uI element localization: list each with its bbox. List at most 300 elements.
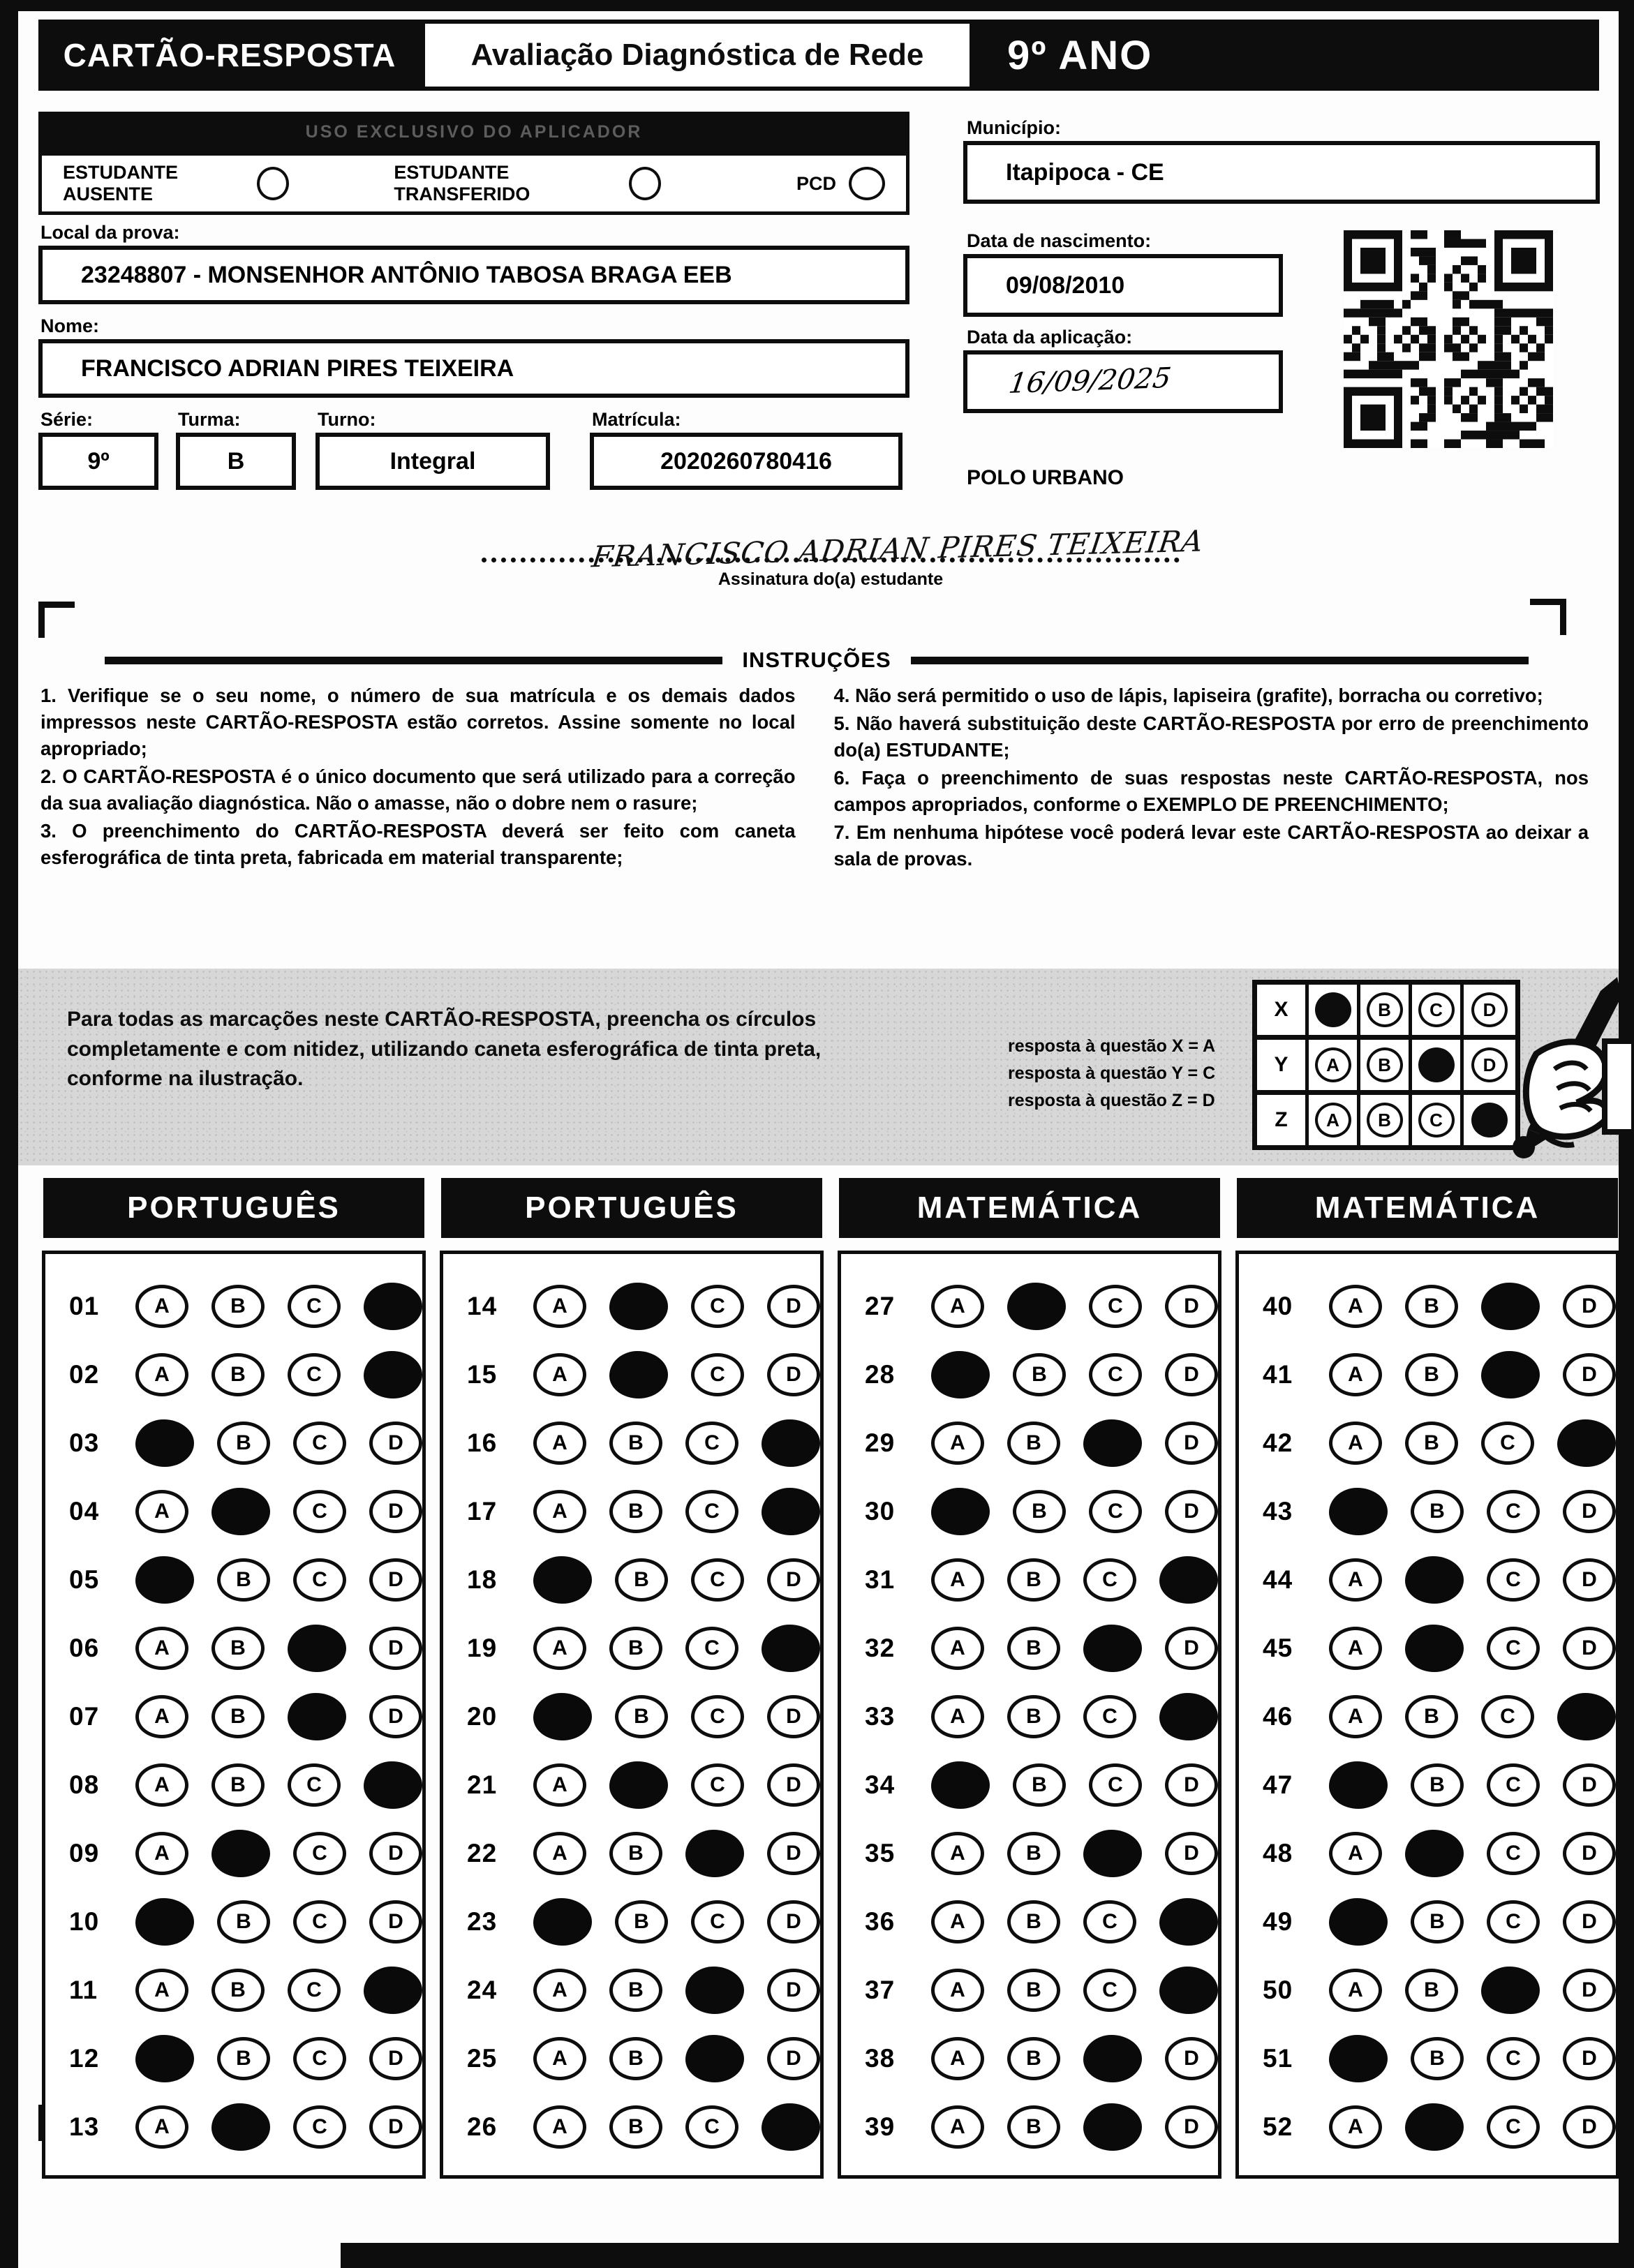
bubble-q51-C[interactable]: C (1487, 2037, 1540, 2080)
question-number: 22 (467, 1839, 498, 1867)
bubble-q01-D[interactable] (364, 1283, 422, 1330)
bubble-q18-A[interactable] (533, 1556, 592, 1604)
question-row (69, 2024, 422, 2093)
bubble-q52-A[interactable]: A (1329, 2105, 1382, 2149)
status-estudante-transferido (394, 162, 661, 205)
question-number: 19 (467, 1634, 498, 1662)
bubble-q06-D[interactable]: D (369, 1627, 422, 1670)
bubble-q35-C[interactable] (1083, 1830, 1142, 1877)
bubble-q23-A[interactable] (533, 1898, 592, 1946)
bubble-q37-A[interactable]: A (931, 1969, 984, 2012)
bubble-q23-D[interactable]: D (767, 1900, 820, 1944)
pcd-bubble[interactable] (849, 167, 885, 200)
bubble-q07-B[interactable]: B (211, 1695, 265, 1738)
question-row (467, 1272, 820, 1341)
bubble-q08-A[interactable]: A (135, 1763, 188, 1807)
bubble-q51-B[interactable]: B (1411, 2037, 1464, 2080)
bubble-q17-D[interactable] (762, 1488, 820, 1535)
bubble-q27-D[interactable]: D (1165, 1285, 1218, 1328)
bubble-q43-C[interactable]: C (1487, 1490, 1540, 1533)
bubble-q14-A[interactable]: A (533, 1285, 586, 1328)
example-bubble-Z-A[interactable]: A (1315, 1103, 1351, 1137)
example-legend (1008, 1033, 1215, 1114)
bubble-q24-D[interactable]: D (767, 1969, 820, 2012)
bubble-q12-B[interactable]: B (217, 2037, 270, 2080)
turma-label: Turma: (178, 409, 241, 430)
question-number: 51 (1263, 2044, 1293, 2073)
question-number: 16 (467, 1428, 498, 1457)
bubble-q14-B[interactable] (609, 1283, 668, 1330)
question-row (69, 1409, 422, 1477)
bubble-q38-B[interactable]: B (1007, 2037, 1060, 2080)
subject-header: MATEMÁTICA (839, 1178, 1220, 1238)
bubble-q47-A[interactable] (1329, 1761, 1388, 1809)
bubble-q12-C[interactable]: C (293, 2037, 346, 2080)
bubble-q06-B[interactable]: B (211, 1627, 265, 1670)
bubble-q46-A[interactable]: A (1329, 1695, 1382, 1738)
bubble-q37-D[interactable] (1159, 1967, 1218, 2014)
bubble-q24-B[interactable]: B (609, 1969, 662, 2012)
example-row-label-cell (1257, 985, 1309, 1035)
example-row-label: X (1274, 998, 1288, 1021)
turma-value: B (176, 433, 296, 490)
bubble-q08-C[interactable]: C (288, 1763, 341, 1807)
qr-code (1344, 230, 1553, 448)
bubble-q28-A[interactable] (931, 1351, 990, 1398)
bubble-q35-D[interactable]: D (1165, 1832, 1218, 1875)
bubble-q30-B[interactable]: B (1013, 1490, 1066, 1533)
bubble-q21-D[interactable]: D (767, 1763, 820, 1807)
example-bubble-X-A[interactable] (1315, 992, 1351, 1027)
bubble-q30-A[interactable] (931, 1488, 990, 1535)
bubble-q36-B[interactable]: B (1007, 1900, 1060, 1944)
bubble-q25-B[interactable]: B (609, 2037, 662, 2080)
question-row (865, 1819, 1218, 1888)
bubble-q05-B[interactable]: B (217, 1558, 270, 1602)
bubble-q19-B[interactable]: B (609, 1627, 662, 1670)
bubble-q38-A[interactable]: A (931, 2037, 984, 2080)
bubble-q22-B[interactable]: B (609, 1832, 662, 1875)
question-number: 27 (865, 1292, 896, 1320)
question-number: 15 (467, 1360, 498, 1389)
bubble-q17-A[interactable]: A (533, 1490, 586, 1533)
question-row (865, 1614, 1218, 1683)
bubble-q18-D[interactable]: D (767, 1558, 820, 1602)
bubble-q49-C[interactable]: C (1487, 1900, 1540, 1944)
bubble-q44-A[interactable]: A (1329, 1558, 1382, 1602)
bubble-q43-A[interactable] (1329, 1488, 1388, 1535)
bubble-q17-C[interactable]: C (685, 1490, 738, 1533)
bubble-q50-B[interactable]: B (1405, 1969, 1458, 2012)
header (38, 20, 1599, 91)
question-number: 05 (69, 1565, 100, 1594)
bubble-q18-C[interactable]: C (691, 1558, 744, 1602)
bubble-q13-D[interactable]: D (369, 2105, 422, 2149)
bubble-q20-C[interactable]: C (691, 1695, 744, 1738)
bubble-q05-D[interactable]: D (369, 1558, 422, 1602)
bubble-q40-D[interactable]: D (1563, 1285, 1616, 1328)
bubble-q22-A[interactable]: A (533, 1832, 586, 1875)
bubble-q36-A[interactable]: A (931, 1900, 984, 1944)
bubble-q46-C[interactable]: C (1481, 1695, 1534, 1738)
example-bubble-Y-B[interactable]: B (1367, 1047, 1403, 1082)
bubble-q49-B[interactable]: B (1411, 1900, 1464, 1944)
bubble-q47-D[interactable]: D (1563, 1763, 1616, 1807)
question-number: 43 (1263, 1497, 1293, 1525)
question-number: 49 (1263, 1907, 1293, 1936)
bubble-q07-C[interactable] (288, 1693, 346, 1740)
question-number: 18 (467, 1565, 498, 1594)
bubble-q15-C[interactable]: C (691, 1353, 744, 1396)
bubble-q39-B[interactable]: B (1007, 2105, 1060, 2149)
answer-box (440, 1251, 824, 2179)
bubble-q25-D[interactable]: D (767, 2037, 820, 2080)
bubble-q34-D[interactable]: D (1165, 1763, 1218, 1807)
question-row (69, 1956, 422, 2024)
bubble-q35-B[interactable]: B (1007, 1832, 1060, 1875)
bubble-q32-B[interactable]: B (1007, 1627, 1060, 1670)
bubble-q22-D[interactable]: D (767, 1832, 820, 1875)
bubble-q14-C[interactable]: C (691, 1285, 744, 1328)
bubble-q13-B[interactable] (211, 2103, 270, 2151)
bubble-q47-B[interactable]: B (1411, 1763, 1464, 1807)
bubble-q48-D[interactable]: D (1563, 1832, 1616, 1875)
bubble-q24-C[interactable] (685, 1967, 744, 2014)
bubble-q06-A[interactable]: A (135, 1627, 188, 1670)
bubble-q29-D[interactable]: D (1165, 1422, 1218, 1465)
question-number: 42 (1263, 1428, 1293, 1457)
bubble-q03-B[interactable]: B (217, 1422, 270, 1465)
legend-line: resposta à questão X = A (1008, 1036, 1216, 1056)
instruction-item: 7. Em nenhuma hipótese você poderá levar este CARTÃO-RESPOSTA ao deixar a sala de provas. (833, 821, 1589, 870)
question-row (865, 1956, 1218, 2024)
bubble-q28-C[interactable]: C (1089, 1353, 1142, 1396)
bubble-q28-B[interactable]: B (1013, 1353, 1066, 1396)
bubble-q33-A[interactable]: A (931, 1695, 984, 1738)
bubble-q13-C[interactable]: C (293, 2105, 346, 2149)
bubble-q20-B[interactable]: B (615, 1695, 668, 1738)
bubble-q19-A[interactable]: A (533, 1627, 586, 1670)
bubble-q50-A[interactable]: A (1329, 1969, 1382, 2012)
instruction-item: 5. Não haverá substituição deste CARTÃO-RESPOSTA por erro de preenchimento do(a) ESTUDANTE; (833, 712, 1589, 761)
question-row (467, 1546, 820, 1614)
bubble-q49-D[interactable]: D (1563, 1900, 1616, 1944)
bubble-q02-B[interactable]: B (211, 1353, 265, 1396)
bubble-q40-A[interactable]: A (1329, 1285, 1382, 1328)
bubble-q10-A[interactable] (135, 1898, 194, 1946)
bubble-q32-A[interactable]: A (931, 1627, 984, 1670)
bubble-q20-A[interactable] (533, 1693, 592, 1740)
bubble-q41-B[interactable]: B (1405, 1353, 1458, 1396)
rule-right (911, 657, 1529, 664)
bubble-q31-C[interactable]: C (1083, 1558, 1136, 1602)
bubble-q49-A[interactable] (1329, 1898, 1388, 1946)
bubble-q21-B[interactable] (609, 1761, 668, 1809)
question-number: 02 (69, 1360, 100, 1389)
bubble-q44-D[interactable]: D (1563, 1558, 1616, 1602)
bubble-q38-D[interactable]: D (1165, 2037, 1218, 2080)
bubble-q14-D[interactable]: D (767, 1285, 820, 1328)
question-row (69, 1819, 422, 1888)
bubble-q47-C[interactable]: C (1487, 1763, 1540, 1807)
bubble-q44-B[interactable] (1405, 1556, 1464, 1604)
bubble-q46-B[interactable]: B (1405, 1695, 1458, 1738)
bubble-q05-C[interactable]: C (293, 1558, 346, 1602)
question-number: 13 (69, 2112, 100, 2141)
status-box (38, 152, 909, 215)
instruction-item: 3. O preenchimento do CARTÃO-RESPOSTA deverá ser feito com caneta esferográfica de tinta preta, fabricada em material transparente; (40, 819, 796, 868)
bubble-q22-C[interactable] (685, 1830, 744, 1877)
bubble-q29-C[interactable] (1083, 1419, 1142, 1467)
bubble-q44-C[interactable]: C (1487, 1558, 1540, 1602)
bubble-q09-B[interactable] (211, 1830, 270, 1877)
bubble-q52-B[interactable] (1405, 2103, 1464, 2151)
bubble-q16-C[interactable]: C (685, 1422, 738, 1465)
example-bubble-X-B[interactable]: B (1367, 992, 1403, 1027)
bubble-q33-B[interactable]: B (1007, 1695, 1060, 1738)
bubble-q38-C[interactable] (1083, 2035, 1142, 2082)
question-number: 31 (865, 1565, 896, 1594)
bubble-q27-C[interactable]: C (1089, 1285, 1142, 1328)
bubble-q52-D[interactable]: D (1563, 2105, 1616, 2149)
bubble-q15-B[interactable] (609, 1351, 668, 1398)
bubble-q45-A[interactable]: A (1329, 1627, 1382, 1670)
bubble-q07-D[interactable]: D (369, 1695, 422, 1738)
answer-sections (42, 1178, 1597, 2179)
bubble-q25-C[interactable] (685, 2035, 744, 2082)
bubble-q19-D[interactable] (762, 1625, 820, 1672)
bubble-q48-A[interactable]: A (1329, 1832, 1382, 1875)
bubble-q43-D[interactable]: D (1563, 1490, 1616, 1533)
bubble-q48-B[interactable] (1405, 1830, 1464, 1877)
question-number: 20 (467, 1702, 498, 1731)
bubble-q45-C[interactable]: C (1487, 1627, 1540, 1670)
bubble-q41-C[interactable] (1481, 1351, 1540, 1398)
bubble-q28-D[interactable]: D (1165, 1353, 1218, 1396)
bubble-q03-D[interactable]: D (369, 1422, 422, 1465)
bubble-q42-B[interactable]: B (1405, 1422, 1458, 1465)
question-number: 52 (1263, 2112, 1293, 2141)
bubble-q02-D[interactable] (364, 1351, 422, 1398)
rule-left (105, 657, 722, 664)
bubble-q32-C[interactable] (1083, 1625, 1142, 1672)
bubble-q35-A[interactable]: A (931, 1832, 984, 1875)
bubble-q08-D[interactable] (364, 1761, 422, 1809)
question-row (69, 1614, 422, 1683)
bubble-q09-D[interactable]: D (369, 1832, 422, 1875)
bubble-q08-B[interactable]: B (211, 1763, 265, 1807)
bubble-q18-B[interactable]: B (615, 1558, 668, 1602)
estudante-ausente-bubble[interactable] (257, 167, 289, 200)
bubble-q34-C[interactable]: C (1089, 1763, 1142, 1807)
question-number: 23 (467, 1907, 498, 1936)
example-bubble-Z-C[interactable]: C (1418, 1103, 1455, 1137)
bubble-q02-A[interactable]: A (135, 1353, 188, 1396)
bubble-q20-D[interactable]: D (767, 1695, 820, 1738)
bubble-q40-C[interactable] (1481, 1283, 1540, 1330)
question-row (865, 1546, 1218, 1614)
instruction-item: 2. O CARTÃO-RESPOSTA é o único documento que será utilizado para a correção da sua avaliação diagnóstica. Não o amasse, não o dobre nem o rasure; (40, 765, 796, 814)
bubble-q39-C[interactable] (1083, 2103, 1142, 2151)
question-row (467, 1956, 820, 2024)
bubble-q19-C[interactable]: C (685, 1627, 738, 1670)
bubble-q30-C[interactable]: C (1089, 1490, 1142, 1533)
bubble-q16-D[interactable] (762, 1419, 820, 1467)
bubble-q11-D[interactable] (364, 1967, 422, 2014)
data-aplicacao-box[interactable] (963, 350, 1283, 413)
instruction-item: 6. Faça o preenchimento de suas respostas neste CARTÃO-RESPOSTA, nos campos apropriados, conforme o EXEMPLO DE PREENCHIMENTO; (833, 766, 1589, 815)
example-bubble-Y-D[interactable]: D (1471, 1047, 1508, 1082)
bubble-q39-A[interactable]: A (931, 2105, 984, 2149)
bubble-q29-A[interactable]: A (931, 1422, 984, 1465)
question-row (467, 2024, 820, 2093)
bubble-q42-D[interactable] (1557, 1419, 1616, 1467)
question-number: 40 (1263, 1292, 1293, 1320)
question-number: 25 (467, 2044, 498, 2073)
example-row-label-cell (1257, 1095, 1309, 1145)
bubble-q13-A[interactable]: A (135, 2105, 188, 2149)
bubble-q52-C[interactable]: C (1487, 2105, 1540, 2149)
bubble-q51-A[interactable] (1329, 2035, 1388, 2082)
bubble-q11-A[interactable]: A (135, 1969, 188, 2012)
bubble-q51-D[interactable]: D (1563, 2037, 1616, 2080)
turno-label: Turno: (318, 409, 376, 430)
bubble-q34-B[interactable]: B (1013, 1763, 1066, 1807)
bubble-q31-A[interactable]: A (931, 1558, 984, 1602)
serie-value: 9º (38, 433, 158, 490)
estudante-transferido-bubble[interactable] (629, 167, 661, 200)
question-number: 11 (69, 1976, 98, 2004)
question-number: 39 (865, 2112, 896, 2141)
status-label: ESTUDANTE TRANSFERIDO (394, 162, 530, 204)
bubble-q27-B[interactable] (1007, 1283, 1066, 1330)
bubble-q36-D[interactable] (1159, 1898, 1218, 1946)
example-bubble-Y-A[interactable]: A (1315, 1047, 1351, 1082)
bubble-q04-D[interactable]: D (369, 1490, 422, 1533)
bubble-q43-B[interactable]: B (1411, 1490, 1464, 1533)
bubble-q26-C[interactable]: C (685, 2105, 738, 2149)
bubble-q26-A[interactable]: A (533, 2105, 586, 2149)
answer-column-1 (42, 1178, 426, 2179)
bubble-q17-B[interactable]: B (609, 1490, 662, 1533)
bubble-q39-D[interactable]: D (1165, 2105, 1218, 2149)
bubble-q03-C[interactable]: C (293, 1422, 346, 1465)
question-row (1263, 1341, 1616, 1409)
bubble-q09-C[interactable]: C (293, 1832, 346, 1875)
bubble-q01-C[interactable]: C (288, 1285, 341, 1328)
bubble-q24-A[interactable]: A (533, 1969, 586, 2012)
bubble-q16-A[interactable]: A (533, 1422, 586, 1465)
bubble-q31-B[interactable]: B (1007, 1558, 1060, 1602)
bubble-q37-B[interactable]: B (1007, 1969, 1060, 2012)
question-row (1263, 1683, 1616, 1751)
bubble-q12-A[interactable] (135, 2035, 194, 2082)
bubble-q09-A[interactable]: A (135, 1832, 188, 1875)
bubble-q23-B[interactable]: B (615, 1900, 668, 1944)
bubble-q45-B[interactable] (1405, 1625, 1464, 1672)
applicator-bar: USO EXCLUSIVO DO APLICADOR (38, 112, 909, 152)
bubble-q12-D[interactable]: D (369, 2037, 422, 2080)
bubble-q42-C[interactable]: C (1481, 1422, 1534, 1465)
question-number: 44 (1263, 1565, 1293, 1594)
bubble-q01-A[interactable]: A (135, 1285, 188, 1328)
bubble-q27-A[interactable]: A (931, 1285, 984, 1328)
bubble-q46-D[interactable] (1557, 1693, 1616, 1740)
bubble-q45-D[interactable]: D (1563, 1627, 1616, 1670)
bubble-q31-D[interactable] (1159, 1556, 1218, 1604)
bubble-q23-C[interactable]: C (691, 1900, 744, 1944)
example-bubble-X-C[interactable]: C (1418, 992, 1455, 1027)
question-row (1263, 1546, 1616, 1614)
bubble-q04-C[interactable]: C (293, 1490, 346, 1533)
bubble-q10-C[interactable]: C (293, 1900, 346, 1944)
bubble-q33-C[interactable]: C (1083, 1695, 1136, 1738)
bubble-q11-B[interactable]: B (211, 1969, 265, 2012)
bubble-q25-A[interactable]: A (533, 2037, 586, 2080)
signature-handwritten: FRANCISCO ADRIAN PIRES TEIXEIRA (590, 523, 1206, 574)
legend-line: resposta à questão Y = C (1008, 1063, 1216, 1083)
bubble-q21-A[interactable]: A (533, 1763, 586, 1807)
bubble-q42-A[interactable]: A (1329, 1422, 1382, 1465)
bubble-q50-D[interactable]: D (1563, 1969, 1616, 2012)
bubble-q40-B[interactable]: B (1405, 1285, 1458, 1328)
question-number: 09 (69, 1839, 100, 1867)
bubble-q29-B[interactable]: B (1007, 1422, 1060, 1465)
example-option-cell (1309, 985, 1360, 1035)
bubble-q37-C[interactable]: C (1083, 1969, 1136, 2012)
example-bubble-X-D[interactable]: D (1471, 992, 1508, 1027)
bubble-q03-A[interactable] (135, 1419, 194, 1467)
bubble-q34-A[interactable] (931, 1761, 990, 1809)
bubble-q04-A[interactable]: A (135, 1490, 188, 1533)
bubble-q26-D[interactable] (762, 2103, 820, 2151)
bubble-q30-D[interactable]: D (1165, 1490, 1218, 1533)
question-number: 01 (69, 1292, 100, 1320)
bubble-q01-B[interactable]: B (211, 1285, 265, 1328)
bubble-q11-C[interactable]: C (288, 1969, 341, 2012)
bubble-q16-B[interactable]: B (609, 1422, 662, 1465)
nome-value: FRANCISCO ADRIAN PIRES TEIXEIRA (38, 339, 909, 398)
bubble-q41-D[interactable]: D (1563, 1353, 1616, 1396)
bubble-q48-C[interactable]: C (1487, 1832, 1540, 1875)
bubble-q32-D[interactable]: D (1165, 1627, 1218, 1670)
question-number: 04 (69, 1497, 100, 1525)
bubble-q50-C[interactable] (1481, 1967, 1540, 2014)
bubble-q07-A[interactable]: A (135, 1695, 188, 1738)
bubble-q15-A[interactable]: A (533, 1353, 586, 1396)
question-row (865, 1272, 1218, 1341)
bubble-q06-C[interactable] (288, 1625, 346, 1672)
bubble-q26-B[interactable]: B (609, 2105, 662, 2149)
example-bubble-Z-B[interactable]: B (1367, 1103, 1403, 1137)
bubble-q02-C[interactable]: C (288, 1353, 341, 1396)
question-row (69, 1888, 422, 1956)
answer-column-4 (1235, 1178, 1619, 2179)
bubble-q21-C[interactable]: C (691, 1763, 744, 1807)
bubble-q05-A[interactable] (135, 1556, 194, 1604)
bubble-q36-C[interactable]: C (1083, 1900, 1136, 1944)
bubble-q10-B[interactable]: B (217, 1900, 270, 1944)
signature-line[interactable] (482, 518, 1206, 574)
bubble-q33-D[interactable] (1159, 1693, 1218, 1740)
bubble-q10-D[interactable]: D (369, 1900, 422, 1944)
bubble-q15-D[interactable]: D (767, 1353, 820, 1396)
bubble-q04-B[interactable] (211, 1488, 270, 1535)
bubble-q41-A[interactable]: A (1329, 1353, 1382, 1396)
question-row (69, 1751, 422, 1819)
status-pcd (796, 167, 885, 200)
data-aplicacao-label: Data da aplicação: (967, 327, 1133, 348)
